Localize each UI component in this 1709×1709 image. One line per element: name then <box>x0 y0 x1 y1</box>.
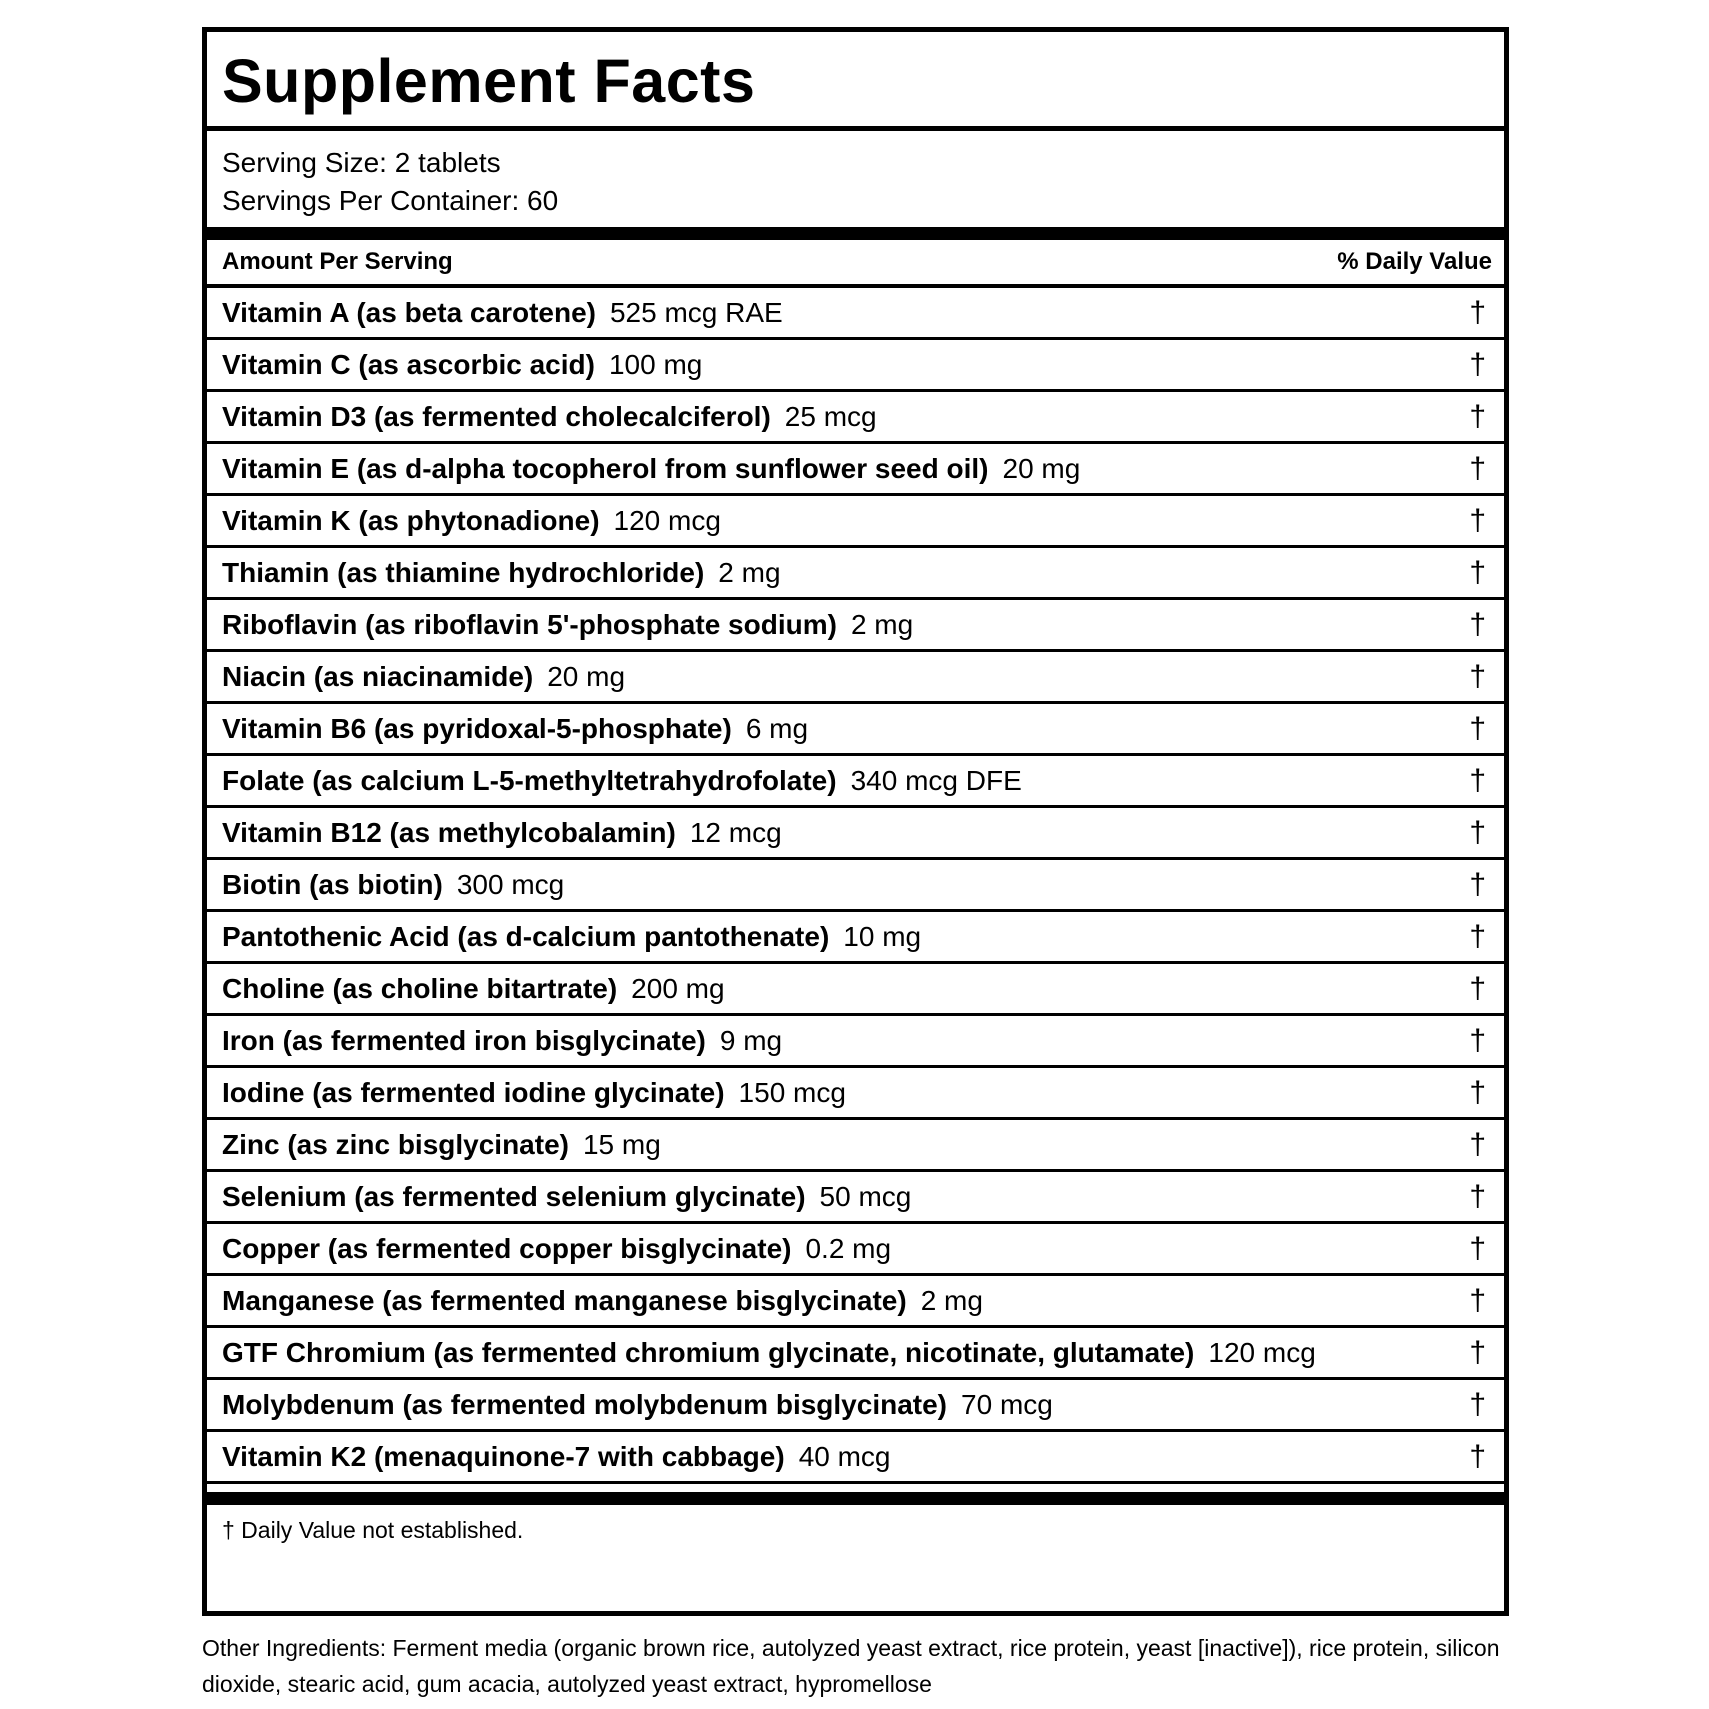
nutrient-daily-value: † <box>1469 711 1486 745</box>
servings-per-container: Servings Per Container: 60 <box>222 185 559 216</box>
nutrient-amount: 340 mcg DFE <box>850 764 1022 796</box>
nutrient-amount: 15 mg <box>582 1128 661 1160</box>
nutrient-list <box>207 288 1504 1484</box>
nutrient-daily-value: † <box>1469 1231 1486 1265</box>
nutrient-name: Zinc (as zinc bisglycinate) <box>222 1128 569 1160</box>
nutrient-amount: 10 mg <box>843 920 922 952</box>
nutrient-daily-value: † <box>1469 659 1486 693</box>
nutrient-name: Selenium (as fermented selenium glycinate) <box>222 1180 806 1212</box>
nutrient-amount: 150 mcg <box>738 1076 846 1108</box>
nutrient-name: Riboflavin (as riboflavin 5'-phosphate sodium) <box>222 608 837 640</box>
nutrient-row <box>207 1380 1504 1432</box>
nutrient-name: Vitamin E (as d-alpha tocopherol from sunflower seed oil) <box>222 452 989 484</box>
nutrient-row <box>207 912 1504 964</box>
thick-divider-bottom <box>207 1492 1504 1505</box>
nutrient-amount: 70 mcg <box>961 1388 1053 1420</box>
nutrient-amount: 120 mcg <box>613 504 721 536</box>
nutrient-info <box>222 297 783 329</box>
nutrient-row <box>207 288 1504 340</box>
nutrient-name: Vitamin B12 (as methylcobalamin) <box>222 816 676 848</box>
nutrient-info <box>222 1025 782 1057</box>
nutrient-info <box>222 1285 983 1317</box>
nutrient-name: Vitamin B6 (as pyridoxal-5-phosphate) <box>222 712 732 744</box>
nutrient-daily-value: † <box>1469 815 1486 849</box>
nutrient-daily-value: † <box>1469 295 1486 329</box>
nutrient-row <box>207 1276 1504 1328</box>
nutrient-row <box>207 444 1504 496</box>
nutrient-row <box>207 756 1504 808</box>
nutrient-daily-value: † <box>1469 1439 1486 1473</box>
nutrient-info <box>222 505 721 537</box>
nutrient-amount: 2 mg <box>850 608 914 640</box>
nutrient-name: Vitamin K (as phytonadione) <box>222 504 600 536</box>
nutrient-info <box>222 973 725 1005</box>
nutrient-name: Vitamin C (as ascorbic acid) <box>222 348 595 380</box>
nutrient-info <box>222 609 913 641</box>
nutrient-name: Copper (as fermented copper bisglycinate) <box>222 1232 792 1264</box>
nutrient-name: Iron (as fermented iron bisglycinate) <box>222 1024 706 1056</box>
nutrient-info <box>222 1441 891 1473</box>
nutrient-daily-value: † <box>1469 1075 1486 1109</box>
daily-value-header: % Daily Value <box>1337 248 1492 275</box>
nutrient-amount: 20 mg <box>547 660 626 692</box>
nutrient-info <box>222 921 921 953</box>
nutrient-daily-value: † <box>1469 347 1486 381</box>
nutrient-amount: 9 mg <box>719 1024 783 1056</box>
nutrient-amount: 12 mcg <box>689 816 782 848</box>
nutrient-daily-value: † <box>1469 971 1486 1005</box>
nutrient-row <box>207 1068 1504 1120</box>
nutrient-amount: 2 mg <box>718 556 781 588</box>
nutrient-daily-value: † <box>1469 1335 1486 1369</box>
nutrient-name: Pantothenic Acid (as d-calcium pantothenate) <box>222 920 830 952</box>
nutrient-daily-value: † <box>1469 555 1486 589</box>
nutrient-amount: 525 mcg RAE <box>609 296 783 328</box>
nutrient-info <box>222 349 702 381</box>
nutrient-name: Vitamin A (as beta carotene) <box>222 296 596 328</box>
nutrient-amount: 50 mcg <box>819 1180 912 1212</box>
nutrient-info <box>222 869 564 901</box>
nutrient-name: Thiamin (as thiamine hydrochloride) <box>222 556 705 588</box>
nutrient-name: Vitamin K2 (menaquinone-7 with cabbage) <box>222 1440 785 1472</box>
nutrient-amount: 0.2 mg <box>805 1232 892 1264</box>
nutrient-row <box>207 548 1504 600</box>
nutrient-row <box>207 1172 1504 1224</box>
nutrient-name: Manganese (as fermented manganese bisglycinate) <box>222 1284 907 1316</box>
nutrient-info <box>222 1181 911 1213</box>
nutrient-info <box>222 1129 661 1161</box>
title-section <box>207 32 1504 131</box>
nutrient-daily-value: † <box>1469 503 1486 537</box>
nutrient-row <box>207 1120 1504 1172</box>
nutrient-row <box>207 964 1504 1016</box>
column-header-row <box>207 240 1504 288</box>
nutrient-amount: 120 mcg <box>1208 1336 1316 1368</box>
nutrient-row <box>207 1016 1504 1068</box>
nutrient-daily-value: † <box>1469 919 1486 953</box>
nutrient-row <box>207 808 1504 860</box>
nutrient-info <box>222 453 1080 485</box>
nutrient-amount: 40 mcg <box>798 1440 891 1472</box>
serving-info <box>207 131 1504 227</box>
nutrient-name: Choline (as choline bitartrate) <box>222 972 618 1004</box>
nutrient-name: Vitamin D3 (as fermented cholecalciferol) <box>222 400 771 432</box>
nutrient-daily-value: † <box>1469 1023 1486 1057</box>
nutrient-row <box>207 392 1504 444</box>
nutrient-name: Niacin (as niacinamide) <box>222 660 534 692</box>
nutrient-row <box>207 496 1504 548</box>
supplement-facts-panel <box>202 27 1509 1616</box>
nutrient-daily-value: † <box>1469 1127 1486 1161</box>
nutrient-daily-value: † <box>1469 1387 1486 1421</box>
nutrient-amount: 300 mcg <box>456 868 565 900</box>
nutrient-row <box>207 1224 1504 1276</box>
thick-divider <box>207 227 1504 240</box>
nutrient-info <box>222 713 808 745</box>
nutrient-info <box>222 1233 891 1265</box>
nutrient-name: Folate (as calcium L-5-methyltetrahydrofolate) <box>222 764 837 796</box>
nutrient-amount: 6 mg <box>745 712 809 744</box>
footnote-section <box>207 1505 1504 1611</box>
nutrient-name: Molybdenum (as fermented molybdenum bisglycinate) <box>222 1388 948 1420</box>
amount-per-serving-header: Amount Per Serving <box>222 248 453 275</box>
nutrient-daily-value: † <box>1469 607 1486 641</box>
nutrient-name: Iodine (as fermented iodine glycinate) <box>222 1076 725 1108</box>
list-end-spacer <box>207 1484 1504 1492</box>
nutrient-daily-value: † <box>1469 763 1486 797</box>
nutrient-info <box>222 1077 846 1109</box>
nutrient-info <box>222 817 782 849</box>
nutrient-info <box>222 1389 1053 1421</box>
nutrient-daily-value: † <box>1469 867 1486 901</box>
nutrient-amount: 20 mg <box>1002 452 1081 484</box>
nutrient-info <box>222 1337 1316 1369</box>
panel-title: Supplement Facts <box>222 46 756 115</box>
nutrient-daily-value: † <box>1469 451 1486 485</box>
nutrient-name: GTF Chromium (as fermented chromium glycinate, nicotinate, glutamate) <box>222 1336 1195 1368</box>
nutrient-amount: 2 mg <box>920 1284 983 1316</box>
nutrient-amount: 25 mcg <box>784 400 877 432</box>
nutrient-info <box>222 765 1022 797</box>
nutrient-daily-value: † <box>1469 1283 1486 1317</box>
nutrient-row <box>207 1328 1504 1380</box>
nutrient-info <box>222 401 877 433</box>
nutrient-info <box>222 661 625 693</box>
nutrient-amount: 100 mg <box>608 348 703 380</box>
nutrient-row <box>207 860 1504 912</box>
nutrient-name: Biotin (as biotin) <box>222 868 443 900</box>
nutrient-row <box>207 600 1504 652</box>
nutrient-amount: 200 mg <box>631 972 725 1004</box>
nutrient-daily-value: † <box>1469 399 1486 433</box>
nutrient-row <box>207 652 1504 704</box>
footnote: † Daily Value not established. <box>222 1517 524 1543</box>
nutrient-row <box>207 340 1504 392</box>
nutrient-row <box>207 704 1504 756</box>
serving-size: Serving Size: 2 tablets <box>222 147 501 178</box>
nutrient-row <box>207 1432 1504 1484</box>
nutrient-daily-value: † <box>1469 1179 1486 1213</box>
nutrient-info <box>222 557 781 589</box>
other-ingredients: Other Ingredients: Ferment media (organic brown rice, autolyzed yeast extract, rice protein, yeast [inactive]), rice protein, silicon dioxide, stearic acid, gum acacia, autolyzed yeast extract, hypromellose <box>202 1635 1500 1697</box>
